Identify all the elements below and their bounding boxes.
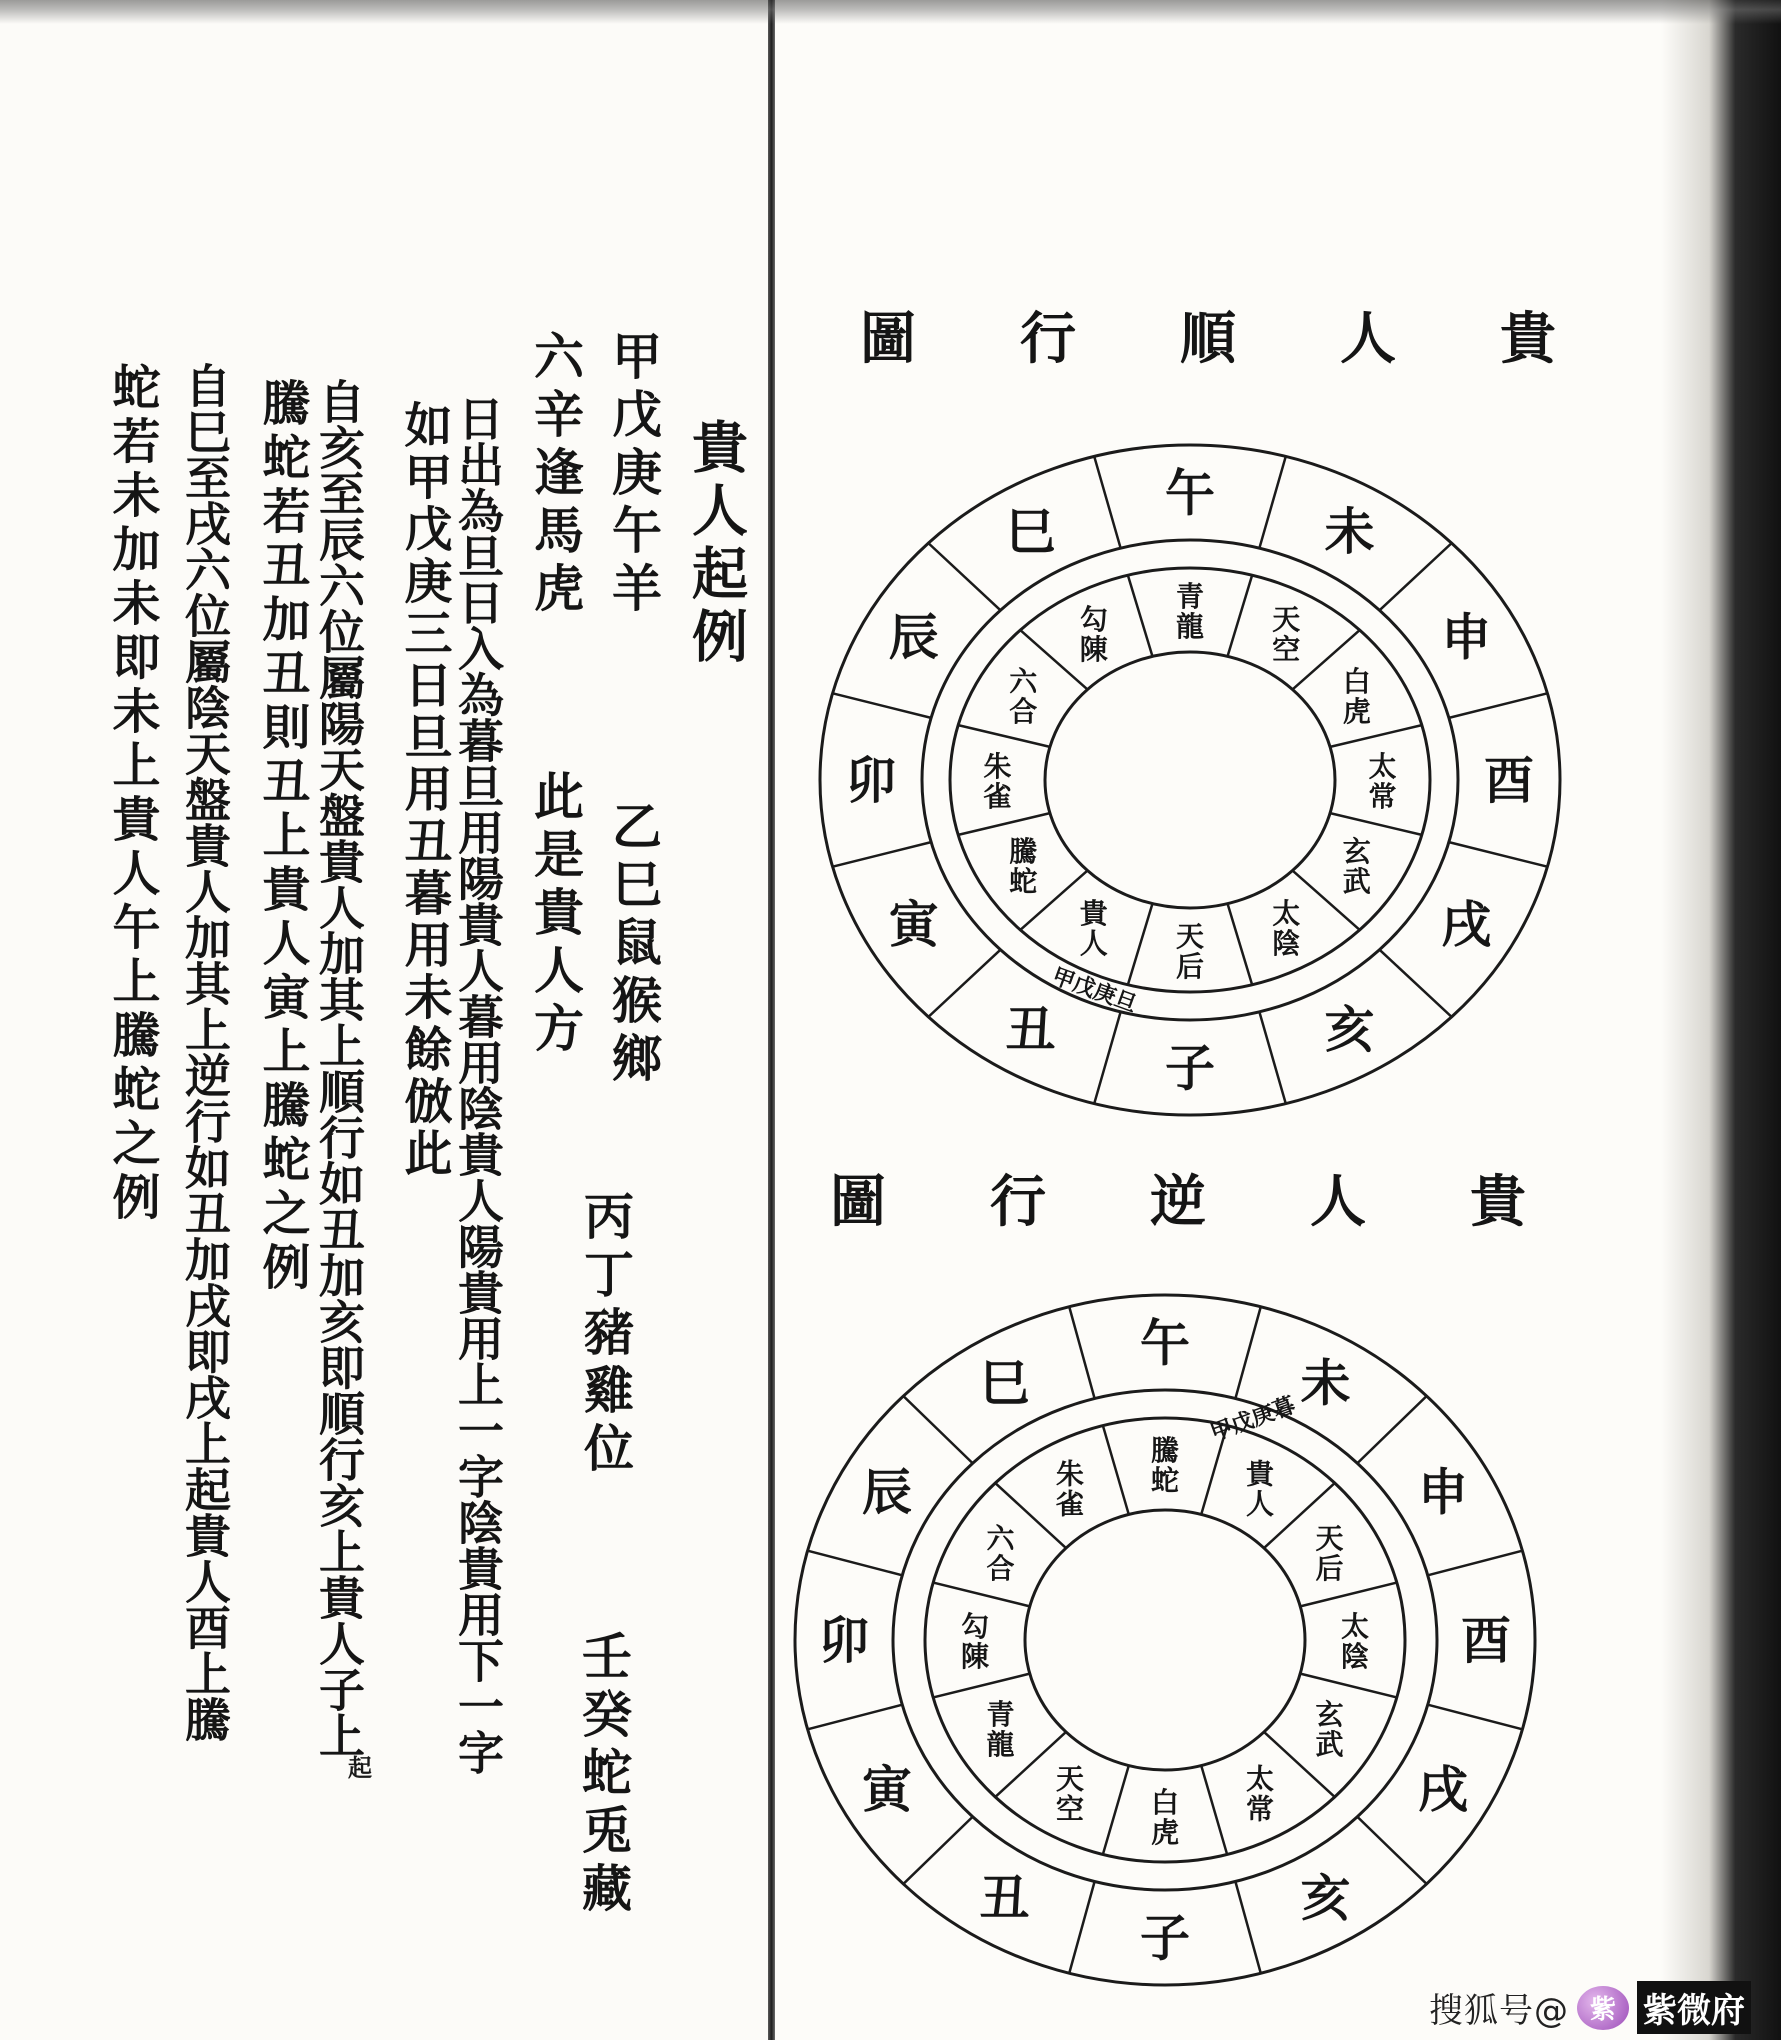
shun-general-label: 六合 [1009, 665, 1038, 728]
text-column-6: 蛇若未加未即未上貴人午上騰蛇之例 [104, 362, 160, 1226]
ni-branch-divider [903, 1817, 972, 1884]
shun-branch-divider [1259, 1012, 1285, 1104]
ni-general-divider [933, 1583, 1030, 1607]
shun-branch-label: 午 [1165, 463, 1215, 523]
shun-branch-label: 寅 [888, 894, 939, 954]
ni-branch-label: 子 [1140, 1908, 1190, 1968]
shun-branch-divider [1259, 456, 1285, 548]
title-char-1: 貴 [1470, 1169, 1526, 1235]
margin-note-qi: 起 [348, 1753, 372, 1782]
shun-branch-divider [833, 842, 932, 867]
title-guiren-shunxing [858, 295, 1558, 375]
shun-branch-label: 亥 [1324, 999, 1375, 1059]
watermark-brand: 紫微府 [1637, 1981, 1751, 2034]
ni-general-label: 太常 [1245, 1762, 1275, 1826]
shun-branch-label: 戌 [1441, 894, 1492, 954]
ni-branch-label: 申 [1417, 1462, 1468, 1522]
title-char-3: 逆 [1150, 1169, 1206, 1235]
shun-general-label: 青龍 [1175, 580, 1205, 643]
ni-general-divider [1300, 1674, 1397, 1698]
ni-branch-divider [1428, 1705, 1523, 1730]
shun-general-label: 貴人 [1079, 897, 1108, 961]
ni-branch-label: 午 [1140, 1313, 1190, 1373]
ni-branch-divider [1235, 1307, 1260, 1399]
verse-line-1: 甲戊庚午羊 [604, 330, 663, 620]
page-edge-shadow [1661, 0, 1781, 2040]
shun-general-label: 太常 [1368, 750, 1397, 813]
text-column-4: 騰蛇若丑加丑則丑上貴人寅上騰蛇之例 [254, 378, 310, 1296]
diagram-shunxing-wheel [800, 410, 1580, 1140]
verse-line-3: 六辛逢馬虎 [526, 330, 585, 620]
watermark-logo-glyph: 紫 [1589, 1995, 1616, 2025]
ni-branch-label: 寅 [862, 1759, 913, 1819]
text-column-1: 如甲戊庚三日旦用丑暮用未餘倣此 [396, 400, 452, 1180]
shun-general-label: 騰蛇 [1009, 835, 1038, 898]
ni-branch-divider [808, 1705, 903, 1730]
ni-center-ring [1025, 1510, 1305, 1770]
shun-branch-label: 卯 [846, 751, 896, 810]
ni-general-label: 太陰 [1340, 1610, 1370, 1673]
shun-branch-divider [1380, 950, 1452, 1017]
ni-branch-label: 亥 [1300, 1868, 1351, 1928]
title-char-3: 順 [1180, 306, 1236, 372]
shun-annotation: 甲戊庚旦 [1048, 963, 1141, 1018]
shun-general-label: 勾陳 [1079, 602, 1108, 666]
ni-general-label: 勾陳 [960, 1610, 990, 1673]
title-char-5: 圖 [830, 1169, 886, 1235]
text-column-5: 自巳至戌六位屬陰天盤貴人加其上逆行如丑加戌即戌上起貴人酉上騰 [178, 362, 232, 1742]
shun-general-label: 白虎 [1342, 665, 1371, 728]
ni-branch-divider [1357, 1396, 1426, 1463]
ni-branch-label: 巳 [979, 1353, 1030, 1413]
title-char-5: 圖 [860, 306, 916, 372]
text-column-3: 自亥至辰六位屬陽天盤貴人加其上順行如丑加亥即順行亥上貴人子上 [312, 378, 366, 1758]
shun-general-divider [1128, 575, 1153, 656]
shun-general-divider [1330, 813, 1422, 835]
shun-branch-label: 酉 [1484, 751, 1534, 810]
ni-general-divider [933, 1674, 1030, 1698]
ni-branch-label: 酉 [1461, 1611, 1511, 1670]
text-column-2: 日出為旦日入為暮旦用陽貴人暮用陰貴人陽貴用上一字陰貴用下一字 [451, 395, 505, 1775]
shun-general-divider [1228, 575, 1253, 656]
title-char-2: 人 [1310, 1169, 1366, 1235]
ni-branch-label: 戌 [1417, 1759, 1468, 1819]
shun-general-label: 朱雀 [983, 750, 1012, 813]
heading-guiren-qili: 貴人起例 [683, 418, 749, 670]
ni-general-label: 六合 [986, 1522, 1015, 1585]
shun-branch-divider [1094, 1012, 1120, 1104]
ni-branch-divider [1235, 1881, 1260, 1973]
shun-branch-divider [1094, 456, 1120, 548]
ni-general-label: 朱雀 [1055, 1457, 1085, 1521]
top-edge-shadow [0, 0, 1781, 24]
ni-branch-divider [808, 1551, 903, 1576]
ni-general-label: 白虎 [1150, 1786, 1180, 1849]
shun-branch-divider [1449, 693, 1548, 718]
shun-branch-label: 申 [1441, 607, 1492, 667]
ni-branch-divider [1069, 1881, 1094, 1973]
title-guiren-nixing [828, 1158, 1528, 1238]
ni-annotation: 甲戊庚暮 [1207, 1391, 1299, 1447]
shun-branch-label: 子 [1165, 1038, 1215, 1098]
shun-branch-divider [833, 693, 932, 718]
shun-branch-divider [928, 950, 1000, 1017]
ni-branch-divider [1069, 1307, 1094, 1399]
ni-general-divider [1300, 1583, 1397, 1607]
shun-general-label: 天空 [1272, 602, 1301, 666]
title-char-1: 貴 [1500, 306, 1556, 372]
ni-branch-label: 卯 [819, 1611, 869, 1670]
shun-branch-label: 巳 [1005, 502, 1056, 562]
watermark-text: 搜狐号@ [1429, 1991, 1569, 2031]
shun-branch-divider [1449, 842, 1548, 867]
shun-branch-label: 丑 [1005, 999, 1056, 1059]
verse-line-2: 乙巳鼠猴鄉 [604, 800, 663, 1090]
ni-branch-divider [1428, 1551, 1523, 1576]
verse-line-4: 此是貴人方 [526, 770, 585, 1060]
ni-branch-divider [903, 1396, 972, 1463]
shun-general-label: 天后 [1175, 920, 1205, 983]
title-char-4: 行 [990, 1169, 1046, 1235]
shun-general-label: 太陰 [1272, 897, 1301, 961]
ni-branch-label: 辰 [862, 1462, 913, 1522]
ni-general-label: 騰蛇 [1150, 1434, 1180, 1497]
shun-general-divider [958, 725, 1050, 747]
shun-branch-label: 辰 [888, 607, 939, 667]
ni-branch-label: 丑 [979, 1868, 1030, 1928]
ni-general-label: 天后 [1315, 1522, 1344, 1585]
ni-general-divider [1103, 1426, 1129, 1515]
verse-line-6: 壬癸蛇兎藏 [574, 1630, 633, 1920]
ni-branch-divider [1357, 1817, 1426, 1884]
shun-general-divider [1228, 904, 1253, 985]
title-char-2: 人 [1340, 306, 1396, 372]
shun-center-ring [1045, 652, 1335, 908]
watermark-logo-icon [1577, 1986, 1629, 2030]
ni-general-label: 玄武 [1315, 1698, 1344, 1761]
ni-general-label: 貴人 [1245, 1457, 1275, 1521]
verse-line-5: 丙丁豬雞位 [576, 1190, 635, 1480]
shun-branch-divider [928, 543, 1000, 610]
shun-general-divider [1330, 725, 1422, 747]
ni-general-divider [1103, 1766, 1129, 1855]
shun-general-divider [958, 813, 1050, 835]
title-char-4: 行 [1020, 306, 1076, 372]
shun-general-label: 玄武 [1342, 835, 1371, 898]
watermark [1429, 1981, 1751, 2034]
ni-general-divider [1201, 1766, 1227, 1855]
shun-branch-divider [1380, 543, 1452, 610]
shun-branch-label: 未 [1324, 502, 1375, 562]
diagram-nixing-wheel [770, 1260, 1550, 2000]
ni-general-label: 天空 [1055, 1762, 1085, 1826]
ni-branch-label: 未 [1300, 1353, 1351, 1413]
ni-general-label: 青龍 [986, 1698, 1015, 1761]
shun-general-divider [1128, 904, 1153, 985]
